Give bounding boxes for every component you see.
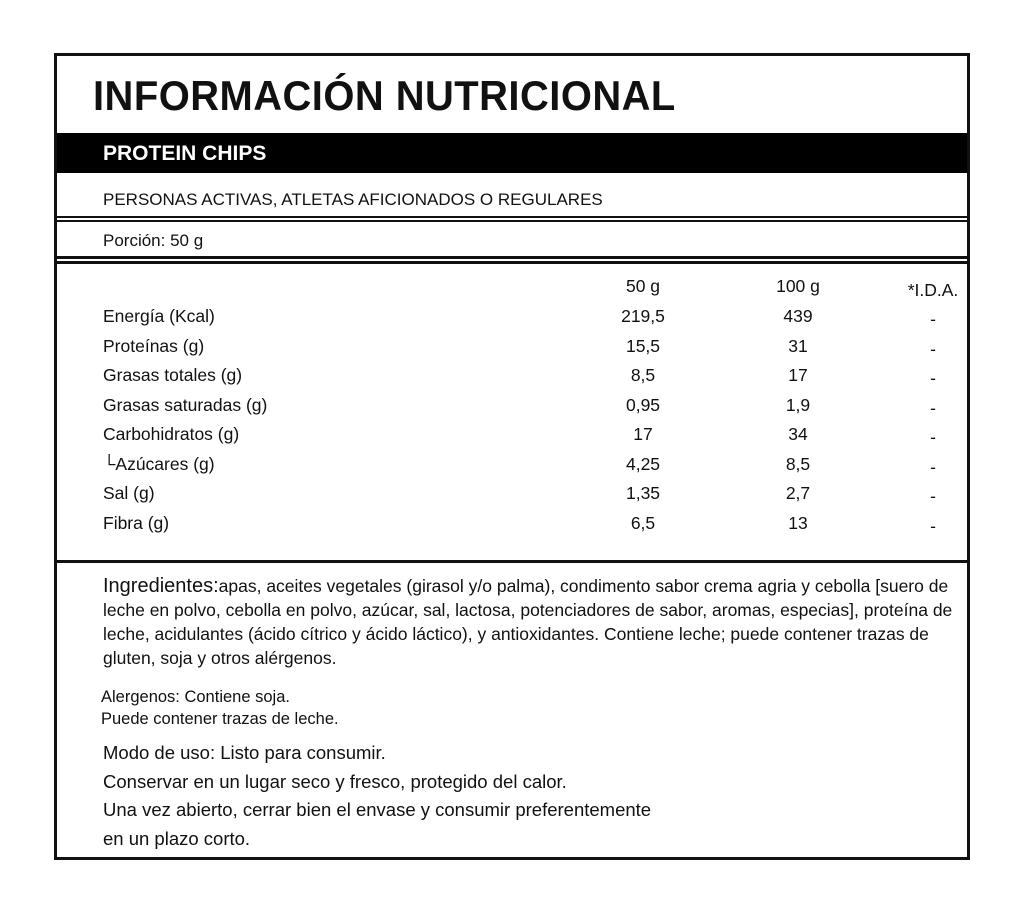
value-100g: 17 xyxy=(788,365,808,385)
ingredients-text: apas, aceites vegetales (girasol y/o palma), condimento sabor crema agria y cebolla [suero de leche en polvo, cebolla en polvo, azúcar, sal, lactosa, potenciadores de sabor, aromas, especias], proteína de leche, acidulantes (ácido cítrico y ácido láctico), y antioxidantes. Contiene leche; puede contener trazas de gluten, soja y otros alérgenos. xyxy=(103,576,953,668)
value-50g: 6,5 xyxy=(630,512,656,533)
table-row xyxy=(103,395,967,423)
value-100g: 8,5 xyxy=(785,453,811,474)
ingredients xyxy=(103,574,953,670)
header-100g: 100 g xyxy=(776,276,820,296)
portion-size: Porción: 50 g xyxy=(103,231,204,250)
value-ida: - xyxy=(930,338,936,359)
nutrient-name: Energía (Kcal) xyxy=(103,306,215,326)
value-ida: - xyxy=(930,456,936,477)
value-50g: 4,25 xyxy=(625,453,661,474)
nutrient-name: Grasas totales (g) xyxy=(103,365,243,385)
table-row xyxy=(103,336,967,364)
table-row xyxy=(103,483,967,511)
product-bar xyxy=(57,133,967,173)
usage-line: Conservar en un lugar seco y fresco, protegido del calor. xyxy=(103,770,567,792)
value-50g: 1,35 xyxy=(625,483,661,503)
value-ida: - xyxy=(930,486,936,506)
usage-line: Modo de uso: Listo para consumir. xyxy=(103,742,386,763)
usage-line: en un plazo corto. xyxy=(103,827,251,849)
product-name: PROTEIN CHIPS xyxy=(103,142,267,165)
allergens-line: Alergenos: Contiene soja. xyxy=(101,688,290,706)
ingredients-label: Ingredientes: xyxy=(103,575,219,597)
nutrient-name: └Azúcares (g) xyxy=(103,453,215,474)
table-header xyxy=(103,276,967,304)
value-50g: 15,5 xyxy=(625,335,661,356)
nutrient-name: Grasas saturadas (g) xyxy=(103,394,268,415)
usage-line: Una vez abierto, cerrar bien el envase y consumir preferentemente xyxy=(103,799,652,820)
divider xyxy=(57,216,967,218)
table-row xyxy=(103,424,967,452)
value-50g: 8,5 xyxy=(630,365,656,385)
value-50g: 219,5 xyxy=(621,306,665,326)
value-50g: 0,95 xyxy=(625,394,661,415)
nutrient-name: Sal (g) xyxy=(103,483,155,503)
value-ida: - xyxy=(930,397,936,418)
value-100g: 2,7 xyxy=(785,483,811,503)
table-row xyxy=(103,365,967,393)
value-ida: - xyxy=(930,309,936,329)
table-row xyxy=(103,513,967,541)
table-row xyxy=(103,454,967,482)
table-row xyxy=(103,306,967,334)
value-100g: 13 xyxy=(788,512,808,533)
header-50g: 50 g xyxy=(625,276,661,296)
value-100g: 34 xyxy=(788,424,808,444)
value-100g: 31 xyxy=(788,335,808,356)
label-title: INFORMACIÓN NUTRICIONAL xyxy=(93,72,676,119)
value-100g: 439 xyxy=(783,306,813,326)
divider xyxy=(57,560,967,563)
nutrient-name: Proteínas (g) xyxy=(103,335,205,356)
divider xyxy=(57,261,967,264)
divider xyxy=(57,220,967,222)
nutrition-label xyxy=(54,53,970,860)
divider xyxy=(57,256,967,259)
value-100g: 1,9 xyxy=(785,394,811,415)
value-ida: - xyxy=(930,427,936,447)
allergens xyxy=(101,686,339,730)
usage-instructions xyxy=(103,739,651,853)
value-ida: - xyxy=(930,515,936,536)
nutrient-name: Fibra (g) xyxy=(103,512,170,533)
nutrient-name: Carbohidratos (g) xyxy=(103,424,240,444)
value-ida: - xyxy=(930,368,936,388)
header-ida: *I.D.A. xyxy=(907,280,959,300)
value-50g: 17 xyxy=(633,424,653,444)
target-audience: PERSONAS ACTIVAS, ATLETAS AFICIONADOS O REGULARES xyxy=(103,190,603,209)
allergens-line: Puede contener trazas de leche. xyxy=(101,710,339,728)
